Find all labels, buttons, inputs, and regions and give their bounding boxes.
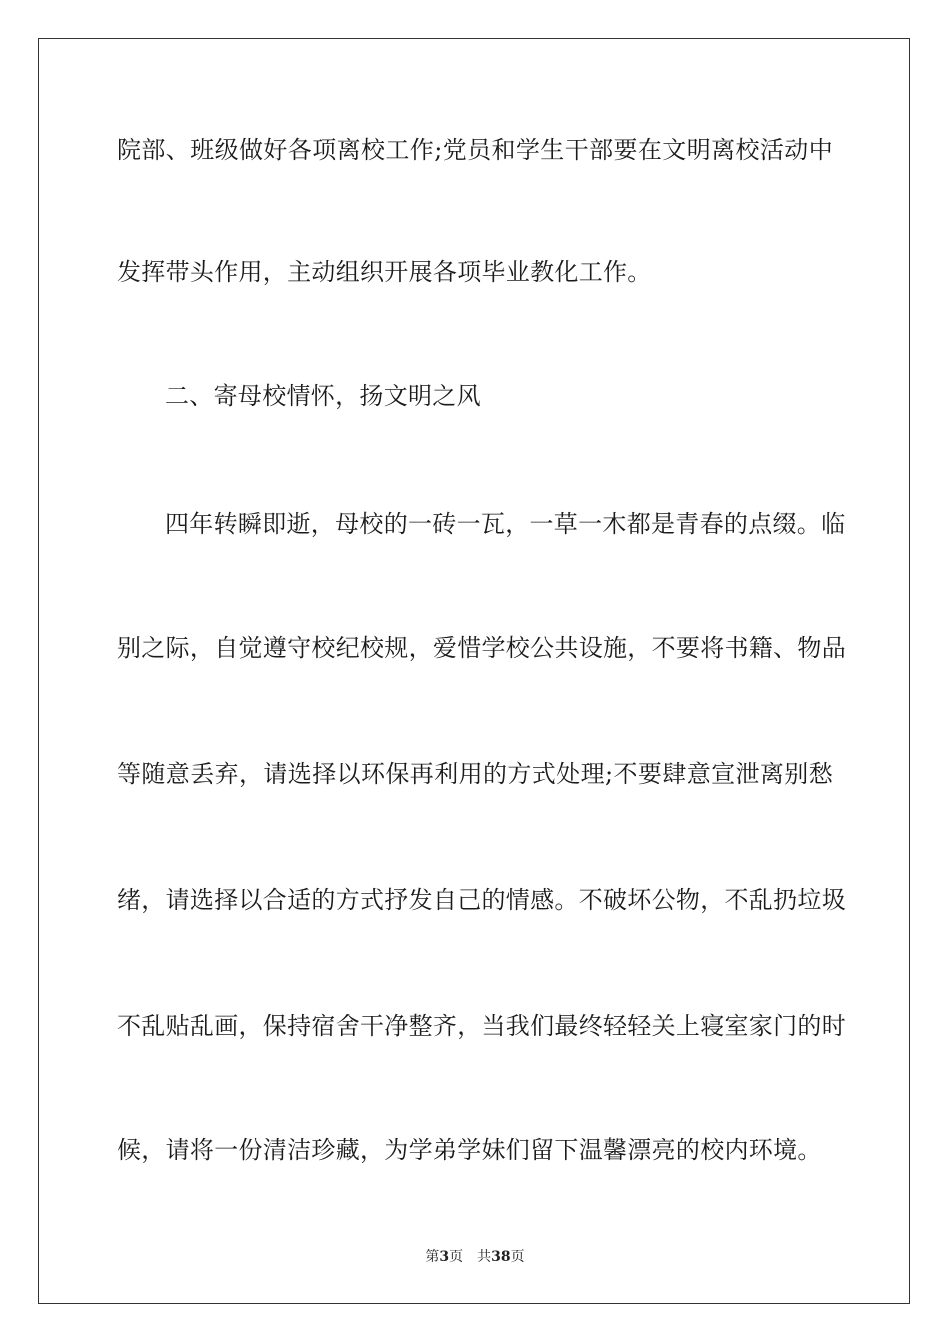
paragraph-line-6: 绪，请选择以合适的方式抒发自己的情感。不破坏公物，不乱扔垃圾	[117, 886, 846, 914]
page-suffix: 页	[449, 1249, 464, 1265]
page-number: 3	[439, 1249, 450, 1265]
page-prefix: 第	[425, 1249, 440, 1265]
paragraph-line-5: 等随意丢弃，请选择以环保再利用的方式处理;不要肆意宣泄离别愁	[117, 760, 833, 788]
page-footer	[0, 1248, 950, 1266]
paragraph-line-8: 候，请将一份清洁珍藏，为学弟学妹们留下温馨漂亮的校内环境。	[117, 1136, 822, 1164]
page-frame	[38, 38, 910, 1304]
paragraph-line-2: 发挥带头作用，主动组织开展各项毕业教化工作。	[117, 258, 652, 286]
section-heading: 二、寄母校情怀，扬文明之风	[165, 382, 481, 410]
paragraph-line-3: 四年转瞬即逝，母校的一砖一瓦，一草一木都是青春的点缀。临	[165, 510, 846, 538]
paragraph-line-1: 院部、班级做好各项离校工作;党员和学生干部要在文明离校活动中	[117, 136, 833, 164]
paragraph-line-4: 别之际，自觉遵守校纪校规，爱惜学校公共设施，不要将书籍、物品	[117, 634, 846, 662]
total-suffix: 页	[510, 1249, 525, 1265]
total-pages: 38	[491, 1249, 511, 1265]
paragraph-line-7: 不乱贴乱画，保持宿舍干净整齐，当我们最终轻轻关上寝室家门的时	[117, 1012, 846, 1040]
total-prefix: 共	[477, 1249, 492, 1265]
